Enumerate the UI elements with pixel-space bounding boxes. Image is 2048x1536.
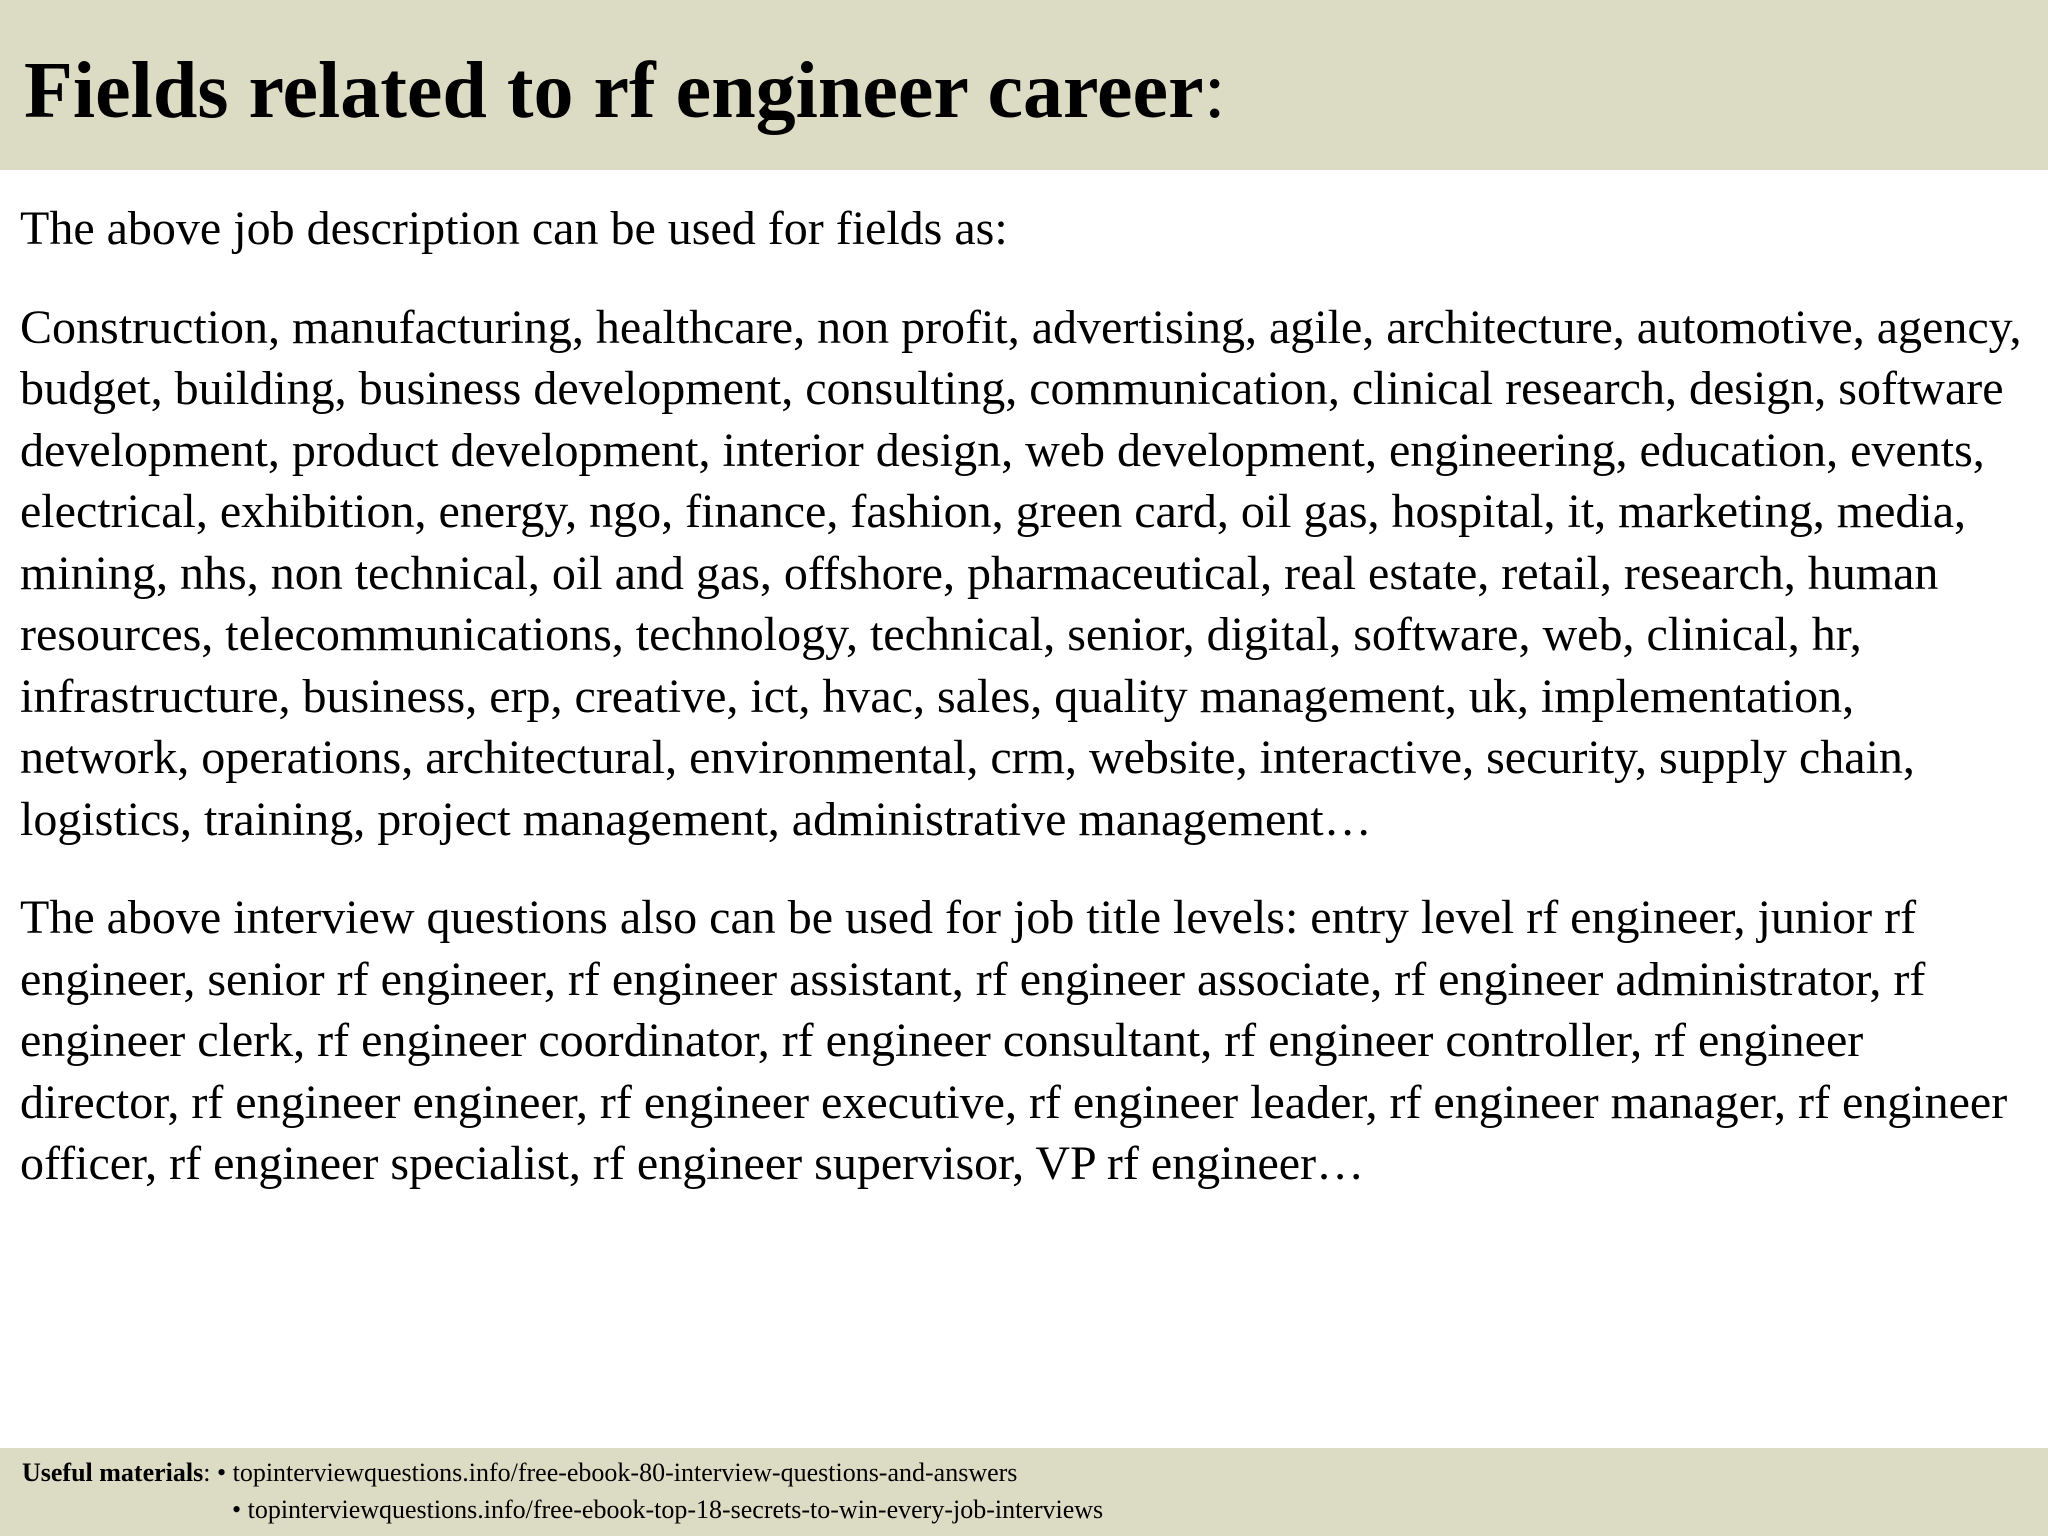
useful-materials-label: Useful materials [22, 1458, 204, 1487]
page-title-text: Fields related to rf engineer career [24, 47, 1204, 135]
slide-body [20, 198, 2030, 1195]
title-bar [0, 0, 2048, 170]
ebook-18-secrets-link[interactable]: topinterviewquestions.info/free-ebook-top-18-secrets-to-win-every-job-interviews [247, 1495, 1104, 1524]
fields-list-text: Construction, manufacturing, healthcare, non profit, advertising, agile, architecture, automotive, agency, budget, building, business development, consulting, communication, clinical research, design, software development, product development, interior design, web development, engineering, education, events, electrical, exhibition, energy, ngo, finance, fashion, green card, oil gas, hospital, it, marketing, media, mining, nhs, non technical, oil and gas, offshore, pharmaceutical, real estate, retail, research, human resources, telecommunications, technology, technical, senior, digital, software, web, clinical, hr, infrastructure, business, erp, creative, ict, hvac, sales, quality management, uk, implementation, network, operations, architectural, environmental, crm, website, interactive, security, supply chain, logistics, training, project management, administrative management… [20, 300, 2022, 846]
footer-bar [0, 1448, 2048, 1536]
ebook-80-questions-link[interactable]: topinterviewquestions.info/free-ebook-80-interview-questions-and-answers [232, 1458, 1018, 1487]
bullet-icon: • [216, 1458, 233, 1487]
intro-text: The above job description can be used for fields as: [20, 202, 1008, 255]
job-levels-text: The above interview questions also can be used for job title levels: entry level rf engineer, junior rf engineer, senior rf engineer, rf engineer assistant, rf engineer associate, rf engineer administrator, rf engineer clerk, rf engineer coordinator, rf engineer consultant, rf engineer controller, rf engineer director, rf engineer engineer, rf engineer executive, rf engineer leader, rf engineer manager, rf engineer officer, rf engineer specialist, rf engineer supervisor, VP rf engineer… [20, 891, 2008, 1190]
bullet-icon: • [232, 1495, 248, 1524]
footer-row-1 [22, 1454, 1017, 1491]
footer-row-2 [232, 1491, 1103, 1528]
page-title-colon: : [1203, 47, 1226, 135]
useful-materials-separator: : [203, 1458, 217, 1487]
page-title [24, 46, 1226, 136]
